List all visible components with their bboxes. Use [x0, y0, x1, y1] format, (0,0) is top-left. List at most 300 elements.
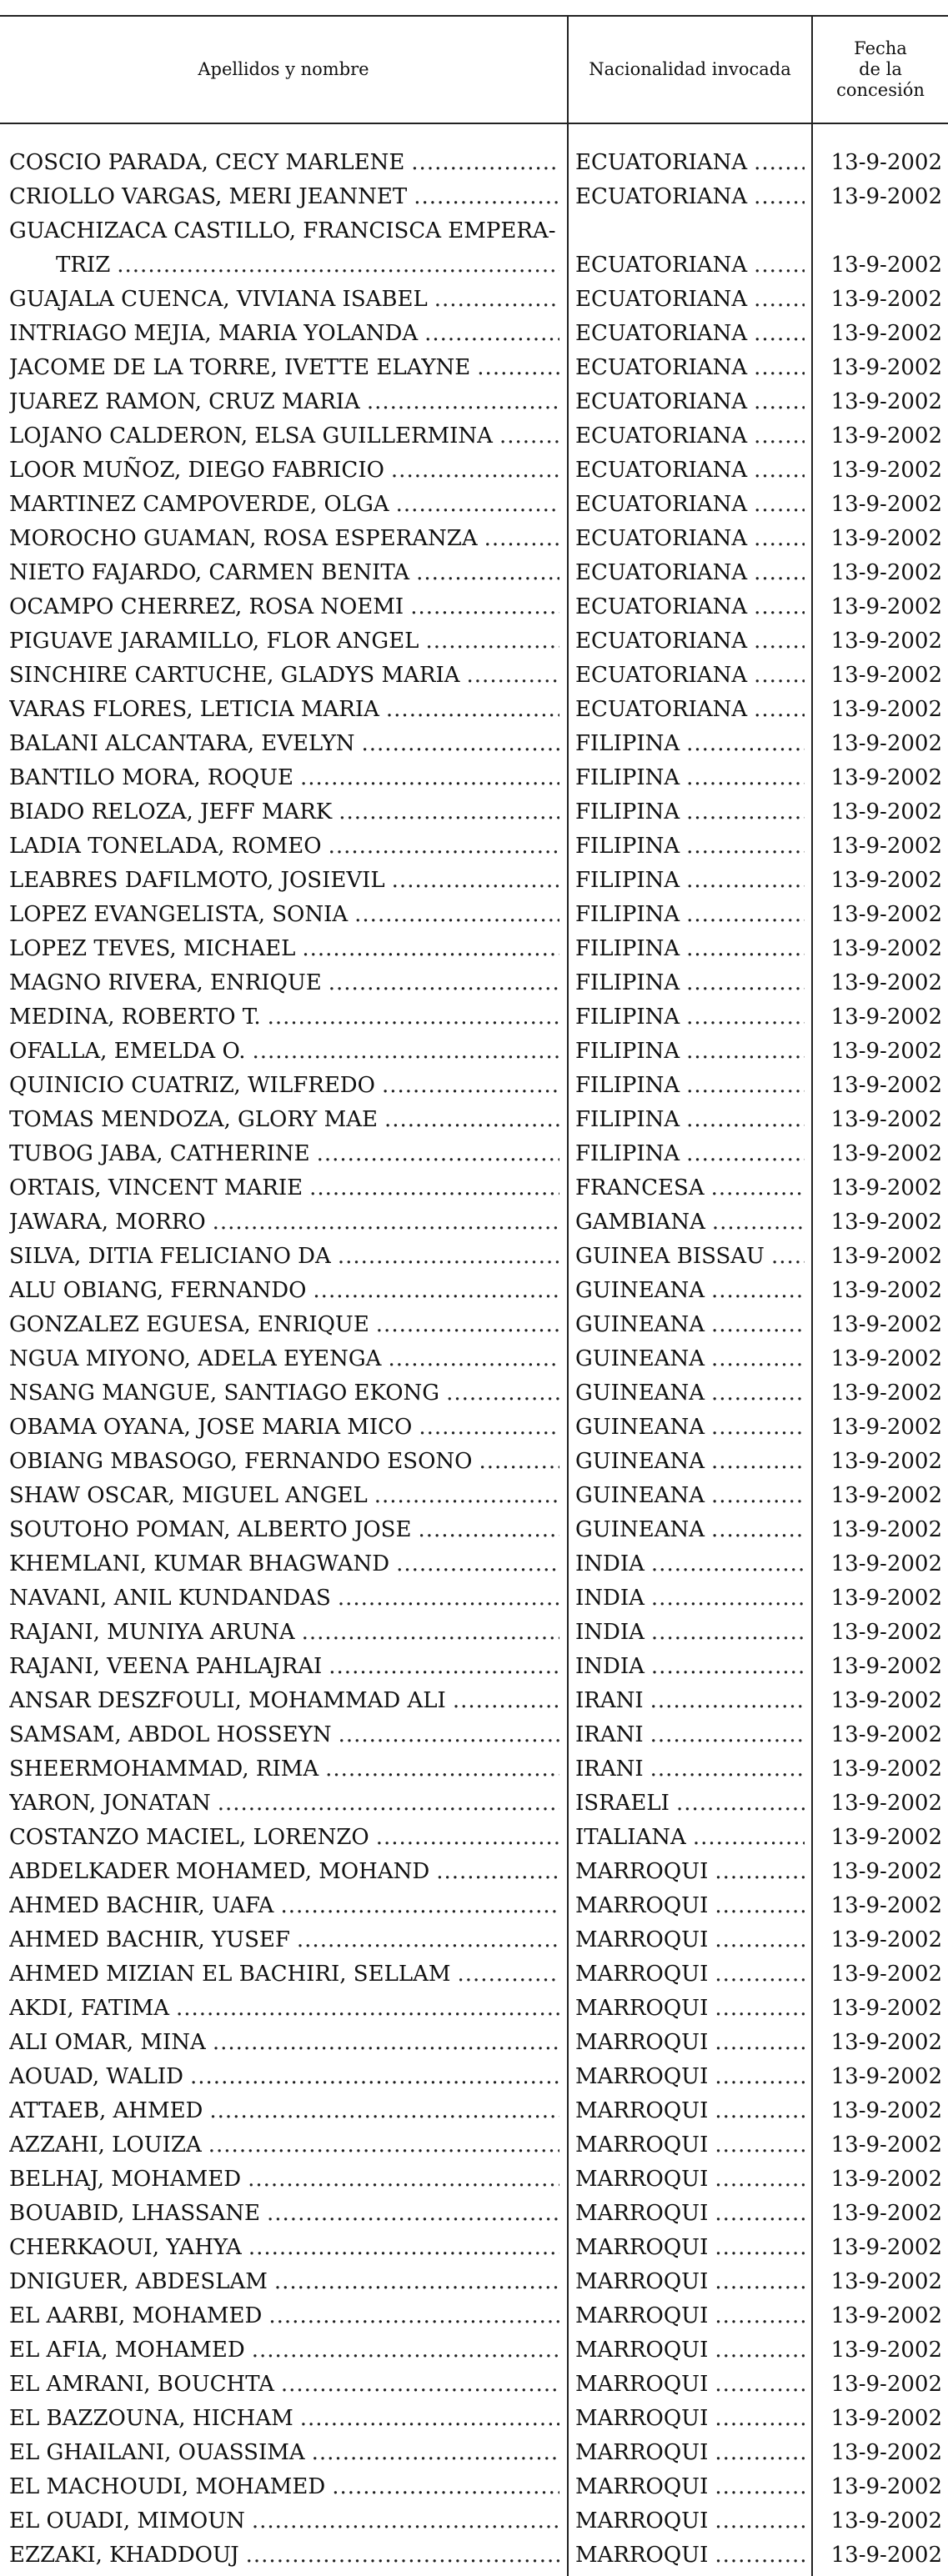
name-cell-text: EL AMRANI, BOUCHTA — [9, 2372, 274, 2397]
nationality-cell — [575, 898, 805, 932]
nationality-cell-text: MARROQUI — [575, 2235, 709, 2260]
nationality-cell-text: GUINEANA — [575, 1415, 705, 1440]
dot-leader — [300, 2402, 559, 2436]
dot-leader — [754, 317, 805, 351]
table-row — [0, 385, 948, 419]
name-cell-text: INTRIAGO MEJIA, MARIA YOLANDA — [9, 321, 419, 346]
nationality-cell-text: ECUATORIANA — [575, 389, 748, 414]
name-cell-text: ALI OMAR, MINA — [9, 2030, 206, 2055]
date-cell: 13-9-2002 — [830, 834, 942, 859]
name-cell-text: AHMED BACHIR, YUSEF — [9, 1927, 290, 1952]
nationality-cell — [575, 727, 805, 761]
dot-leader — [376, 1821, 559, 1855]
table-row — [0, 2470, 948, 2504]
dot-leader — [754, 146, 805, 180]
nationality-cell-text: GAMBIANA — [575, 1210, 705, 1235]
name-cell — [9, 1992, 559, 2026]
name-cell-text: CHERKAOUI, YAHYA — [9, 2235, 242, 2260]
date-cell: 13-9-2002 — [830, 1654, 942, 1679]
dot-leader — [434, 283, 559, 317]
name-cell-text: OBAMA OYANA, JOSE MARIA MICO — [9, 1415, 413, 1440]
name-cell — [9, 1308, 559, 1342]
dot-leader — [754, 556, 805, 590]
dot-leader — [754, 659, 805, 693]
nationality-cell-text: FILIPINA — [575, 1039, 680, 1064]
name-cell-text: JUAREZ RAMON, CRUZ MARIA — [9, 389, 360, 414]
dot-leader — [711, 1274, 805, 1308]
name-cell — [9, 932, 559, 966]
name-cell — [9, 1376, 559, 1411]
dot-leader — [384, 1103, 559, 1137]
name-cell — [9, 864, 559, 898]
name-cell-text: KHEMLANI, KUMAR BHAGWAND — [9, 1551, 390, 1576]
dot-leader — [711, 1342, 805, 1376]
dot-leader — [715, 2197, 805, 2231]
name-cell — [9, 351, 559, 385]
nationality-cell-text: INDIA — [575, 1620, 645, 1645]
dot-leader — [354, 898, 559, 932]
date-cell: 13-9-2002 — [830, 629, 942, 654]
date-cell: 13-9-2002 — [830, 697, 942, 722]
date-cell: 13-9-2002 — [830, 458, 942, 483]
dot-leader — [252, 2504, 559, 2538]
name-cell-text: BELHAJ, MOHAMED — [9, 2167, 242, 2192]
name-cell-text: SILVA, DITIA FELICIANO DA — [9, 1244, 331, 1269]
nationality-cell-text: ECUATORIANA — [575, 629, 748, 654]
nationality-cell — [575, 1411, 805, 1445]
dot-leader — [711, 1479, 805, 1513]
name-cell — [9, 2402, 559, 2436]
name-cell — [9, 1069, 559, 1103]
dot-leader — [396, 488, 559, 522]
table-row — [0, 1274, 948, 1308]
date-cell: 13-9-2002 — [830, 1175, 942, 1200]
table-row — [0, 146, 948, 180]
table-row — [0, 590, 948, 624]
name-cell — [9, 898, 559, 932]
dot-leader — [332, 2470, 559, 2504]
dot-leader — [411, 146, 559, 180]
dot-leader — [499, 419, 559, 454]
name-cell — [9, 1787, 559, 1821]
nationality-cell-text: MARROQUI — [575, 2030, 709, 2055]
table-row — [0, 1240, 948, 1274]
nationality-cell — [575, 2094, 805, 2128]
dot-leader — [117, 248, 559, 283]
nationality-cell — [575, 2402, 805, 2436]
name-cell — [9, 1650, 559, 1684]
name-cell-text: TUBOG JABA, CATHERINE — [9, 1141, 310, 1166]
date-cell: 13-9-2002 — [830, 2406, 942, 2431]
table-body — [0, 146, 948, 2573]
dot-leader — [715, 2470, 805, 2504]
nationality-cell-text: FILIPINA — [575, 1005, 680, 1030]
date-cell: 13-9-2002 — [830, 1688, 942, 1713]
date-cell: 13-9-2002 — [830, 1210, 942, 1235]
dot-leader — [715, 2333, 805, 2368]
name-cell-text: JACOME DE LA TORRE, IVETTE ELAYNE — [9, 355, 471, 380]
dot-leader — [208, 2128, 559, 2163]
nationality-cell-text: ECUATORIANA — [575, 355, 748, 380]
date-cell: 13-9-2002 — [830, 2338, 942, 2363]
name-cell — [9, 1581, 559, 1616]
name-cell-text: ATTAEB, AHMED — [9, 2098, 203, 2123]
dot-leader — [313, 1274, 559, 1308]
name-cell-text: GONZALEZ EGUESA, ENRIQUE — [9, 1312, 369, 1337]
name-cell — [9, 146, 559, 180]
dot-leader — [339, 1718, 559, 1752]
name-cell-text: JAWARA, MORRO — [9, 1210, 206, 1235]
nationality-cell — [575, 488, 805, 522]
table-row — [0, 1000, 948, 1035]
dot-leader — [281, 2368, 559, 2402]
dot-leader — [651, 1616, 805, 1650]
nationality-cell — [575, 556, 805, 590]
dot-leader — [650, 1684, 805, 1718]
date-cell: 13-9-2002 — [830, 1141, 942, 1166]
name-cell-text: SAMSAM, ABDOL HOSSEYN — [9, 1722, 332, 1747]
name-cell-text: GUAJALA CUENCA, VIVIANA ISABEL — [9, 287, 428, 312]
date-cell: 13-9-2002 — [830, 663, 942, 688]
table-row — [0, 419, 948, 454]
nationality-cell — [575, 1069, 805, 1103]
date-cell: 13-9-2002 — [830, 1346, 942, 1371]
dot-leader — [248, 2231, 559, 2265]
name-cell — [9, 488, 559, 522]
name-cell — [9, 1957, 559, 1992]
dot-leader — [715, 2368, 805, 2402]
dot-leader — [715, 2504, 805, 2538]
nationality-cell — [575, 248, 805, 283]
table-row — [0, 1718, 948, 1752]
name-cell-text: ANSAR DESZFOULI, MOHAMMAD ALI — [9, 1688, 446, 1713]
nationality-cell — [575, 1035, 805, 1069]
nationality-cell — [575, 2163, 805, 2197]
dot-leader — [302, 932, 559, 966]
dot-leader — [484, 522, 559, 556]
nationality-cell-text: ECUATORIANA — [575, 321, 748, 346]
dot-leader — [771, 1240, 805, 1274]
dot-leader — [209, 2094, 559, 2128]
date-cell: 13-9-2002 — [830, 287, 942, 312]
nationality-cell-text: MARROQUI — [575, 2440, 709, 2465]
nationality-cell-text: GUINEANA — [575, 1346, 705, 1371]
date-cell: 13-9-2002 — [830, 389, 942, 414]
table-row — [0, 693, 948, 727]
name-cell-text: EL GHAILANI, OUASSIMA — [9, 2440, 305, 2465]
nationality-cell-text: GUINEANA — [575, 1381, 705, 1406]
name-cell — [9, 2231, 559, 2265]
nationality-cell-text: IRANI — [575, 1688, 644, 1713]
nationality-cell-text: ECUATORIANA — [575, 423, 748, 449]
dot-leader — [253, 1035, 560, 1069]
dot-leader — [651, 1581, 805, 1616]
nationality-cell-text: MARROQUI — [575, 2269, 709, 2294]
name-cell — [9, 659, 559, 693]
nationality-cell-text: INDIA — [575, 1551, 645, 1576]
name-cell — [9, 2333, 559, 2368]
table-row — [0, 1752, 948, 1787]
table-row — [0, 829, 948, 864]
date-cell: 13-9-2002 — [830, 321, 942, 346]
name-cell — [9, 2026, 559, 2060]
table-row — [0, 1103, 948, 1137]
nationality-cell-text: MARROQUI — [575, 2338, 709, 2363]
date-cell: 13-9-2002 — [830, 2064, 942, 2089]
dot-leader — [424, 317, 559, 351]
date-cell: 13-9-2002 — [830, 970, 942, 995]
table-row — [0, 1957, 948, 1992]
nationality-cell-text: GUINEANA — [575, 1278, 705, 1303]
table-row — [0, 1787, 948, 1821]
dot-leader — [477, 351, 559, 385]
nationality-cell — [575, 761, 805, 795]
table-row — [0, 2231, 948, 2265]
name-cell — [9, 1718, 559, 1752]
dot-leader — [386, 693, 559, 727]
name-cell — [9, 2094, 559, 2128]
nationality-cell-text: ITALIANA — [575, 1825, 686, 1850]
date-cell: 13-9-2002 — [830, 2098, 942, 2123]
nationality-cell — [575, 522, 805, 556]
dot-leader — [650, 1718, 805, 1752]
nationality-cell-text: GUINEA BISSAU — [575, 1244, 765, 1269]
dot-leader — [267, 2197, 559, 2231]
dot-leader — [446, 1376, 559, 1411]
date-cell: 13-9-2002 — [830, 184, 942, 209]
nationality-cell-text: ECUATORIANA — [575, 594, 748, 619]
table-row — [0, 2265, 948, 2299]
name-cell — [9, 1684, 559, 1718]
nationality-cell — [575, 659, 805, 693]
name-cell-text: EZZAKI, KHADDOUJ — [9, 2543, 239, 2568]
dot-leader — [754, 283, 805, 317]
nationality-cell — [575, 1137, 805, 1171]
name-cell-text: EL OUADI, MIMOUN — [9, 2508, 245, 2533]
name-cell — [9, 522, 559, 556]
table-row — [0, 2163, 948, 2197]
dot-leader — [711, 1445, 805, 1479]
dot-leader — [686, 966, 805, 1000]
header-date-line-2: de la — [859, 59, 902, 79]
nationality-cell-text: ECUATORIANA — [575, 458, 748, 483]
dot-leader — [754, 351, 805, 385]
date-cell: 13-9-2002 — [830, 1312, 942, 1337]
nationality-cell — [575, 829, 805, 864]
name-cell-text: NAVANI, ANIL KUNDANDAS — [9, 1586, 331, 1611]
table-row — [0, 1616, 948, 1650]
dot-leader — [686, 1069, 805, 1103]
date-cell: 13-9-2002 — [830, 594, 942, 619]
dot-leader — [686, 761, 805, 795]
table-row — [0, 1171, 948, 1205]
nationality-cell — [575, 1000, 805, 1035]
nationality-cell-text: ECUATORIANA — [575, 526, 748, 551]
name-cell — [9, 727, 559, 761]
nationality-cell-text: MARROQUI — [575, 2098, 709, 2123]
table-row — [0, 1650, 948, 1684]
date-cell: 13-9-2002 — [830, 423, 942, 449]
dot-leader — [190, 2060, 559, 2094]
name-cell — [9, 2470, 559, 2504]
dot-leader — [754, 180, 805, 214]
dot-leader — [754, 624, 805, 659]
name-cell — [9, 1513, 559, 1547]
dot-leader — [176, 1992, 559, 2026]
date-cell: 13-9-2002 — [830, 1859, 942, 1884]
name-cell — [9, 2504, 559, 2538]
header-date-line-3: concesión — [836, 80, 925, 100]
dot-leader — [715, 2265, 805, 2299]
dot-leader — [754, 693, 805, 727]
date-cell: 13-9-2002 — [830, 2508, 942, 2533]
table-row — [0, 966, 948, 1000]
nationality-cell — [575, 2470, 805, 2504]
dot-leader — [419, 1411, 559, 1445]
dot-leader — [312, 2436, 559, 2470]
nationality-cell — [575, 1274, 805, 1308]
dot-leader — [686, 1035, 805, 1069]
dot-leader — [317, 1137, 559, 1171]
dot-leader — [329, 829, 559, 864]
dot-leader — [309, 1171, 559, 1205]
date-cell: 13-9-2002 — [830, 1005, 942, 1030]
name-cell-text: AHMED MIZIAN EL BACHIRI, SELLAM — [9, 1962, 451, 1987]
date-cell: 13-9-2002 — [830, 1517, 942, 1542]
dot-leader — [414, 180, 559, 214]
dot-leader — [650, 1752, 805, 1787]
date-cell: 13-9-2002 — [830, 2235, 942, 2260]
name-cell-text: ORTAIS, VINCENT MARIE — [9, 1175, 303, 1200]
table-row — [0, 2128, 948, 2163]
dot-leader — [391, 454, 559, 488]
dot-leader — [715, 2128, 805, 2163]
dot-leader — [676, 1787, 805, 1821]
date-cell: 13-9-2002 — [830, 1551, 942, 1576]
nationality-cell-text: GUINEANA — [575, 1449, 705, 1474]
dot-leader — [302, 1616, 559, 1650]
table-row — [0, 180, 948, 214]
name-cell — [9, 1274, 559, 1308]
nationality-cell-text: MARROQUI — [575, 1962, 709, 1987]
name-cell — [9, 1103, 559, 1137]
header-date-line-1: Fecha — [854, 38, 907, 58]
dot-leader — [715, 1889, 805, 1923]
name-cell-text: ALU OBIANG, FERNANDO — [9, 1278, 307, 1303]
nationality-cell-text: MARROQUI — [575, 2201, 709, 2226]
dot-leader — [715, 2299, 805, 2333]
nationality-cell-text: MARROQUI — [575, 1893, 709, 1918]
table-row — [0, 1855, 948, 1889]
header-rule — [0, 123, 948, 124]
dot-leader — [329, 966, 559, 1000]
dot-leader — [715, 1992, 805, 2026]
nationality-cell — [575, 317, 805, 351]
dot-leader — [651, 1547, 805, 1581]
nationality-cell-text: MARROQUI — [575, 2543, 709, 2568]
table-row — [0, 2094, 948, 2128]
date-cell: 13-9-2002 — [830, 2543, 942, 2568]
nationality-cell-text: MARROQUI — [575, 2508, 709, 2533]
dot-leader — [715, 2094, 805, 2128]
dot-leader — [715, 2060, 805, 2094]
date-cell: 13-9-2002 — [830, 1962, 942, 1987]
dot-leader — [416, 556, 559, 590]
nationality-cell — [575, 795, 805, 829]
nationality-cell — [575, 1342, 805, 1376]
dot-leader — [376, 1308, 559, 1342]
nationality-cell-text: FILIPINA — [575, 799, 680, 824]
nationality-cell-text: FILIPINA — [575, 834, 680, 859]
date-cell: 13-9-2002 — [830, 2167, 942, 2192]
nationality-cell — [575, 1103, 805, 1137]
nationality-cell — [575, 454, 805, 488]
nationality-cell-text: ECUATORIANA — [575, 287, 748, 312]
date-cell: 13-9-2002 — [830, 936, 942, 961]
table-row — [0, 1684, 948, 1718]
name-cell-text: MAGNO RIVERA, ENRIQUE — [9, 970, 322, 995]
dot-leader — [711, 1513, 805, 1547]
name-cell-text: NSANG MANGUE, SANTIAGO EKONG — [9, 1381, 440, 1406]
name-cell — [9, 1445, 559, 1479]
table-row — [0, 1581, 948, 1616]
date-cell: 13-9-2002 — [830, 526, 942, 551]
table-row — [0, 2368, 948, 2402]
name-cell-text: ABDELKADER MOHAMED, MOHAND — [9, 1859, 430, 1884]
nationality-cell — [575, 1650, 805, 1684]
dot-leader — [754, 522, 805, 556]
name-cell-text: VARAS FLORES, LETICIA MARIA — [9, 697, 379, 722]
nationality-cell — [575, 1718, 805, 1752]
dot-leader — [425, 624, 559, 659]
nationality-cell — [575, 2231, 805, 2265]
nationality-cell-text: INDIA — [575, 1586, 645, 1611]
nationality-cell — [575, 1581, 805, 1616]
name-cell — [9, 1821, 559, 1855]
name-cell — [9, 180, 559, 214]
dot-leader — [686, 1137, 805, 1171]
nationality-cell-text: IRANI — [575, 1757, 644, 1782]
name-cell-text: SHEERMOHAMMAD, RIMA — [9, 1757, 319, 1782]
nationality-cell — [575, 1547, 805, 1581]
name-cell-text: LADIA TONELADA, ROMEO — [9, 834, 322, 859]
name-cell — [9, 2197, 559, 2231]
dot-leader — [274, 2265, 559, 2299]
dot-leader — [686, 864, 805, 898]
table-row — [0, 2060, 948, 2094]
dot-leader — [715, 2436, 805, 2470]
date-cell: 13-9-2002 — [830, 868, 942, 893]
name-cell — [9, 590, 559, 624]
nationality-cell-text: GUINEANA — [575, 1312, 705, 1337]
name-cell — [9, 385, 559, 419]
name-cell — [9, 1205, 559, 1240]
name-cell-text: OBIANG MBASOGO, FERNANDO ESONO — [9, 1449, 473, 1474]
name-cell-text: TOMAS MENDOZA, GLORY MAE — [9, 1107, 378, 1132]
name-cell-text: EL AARBI, MOHAMED — [9, 2303, 263, 2328]
nationality-cell-text: MARROQUI — [575, 1996, 709, 2021]
dot-leader — [252, 2333, 559, 2368]
table-row — [0, 898, 948, 932]
name-cell — [9, 795, 559, 829]
table-row — [0, 624, 948, 659]
table-row — [0, 317, 948, 351]
name-cell-text: OFALLA, EMELDA O. — [9, 1039, 246, 1064]
table-row — [0, 2299, 948, 2333]
table-row — [0, 1342, 948, 1376]
table-row — [0, 454, 948, 488]
dot-leader — [715, 1855, 805, 1889]
